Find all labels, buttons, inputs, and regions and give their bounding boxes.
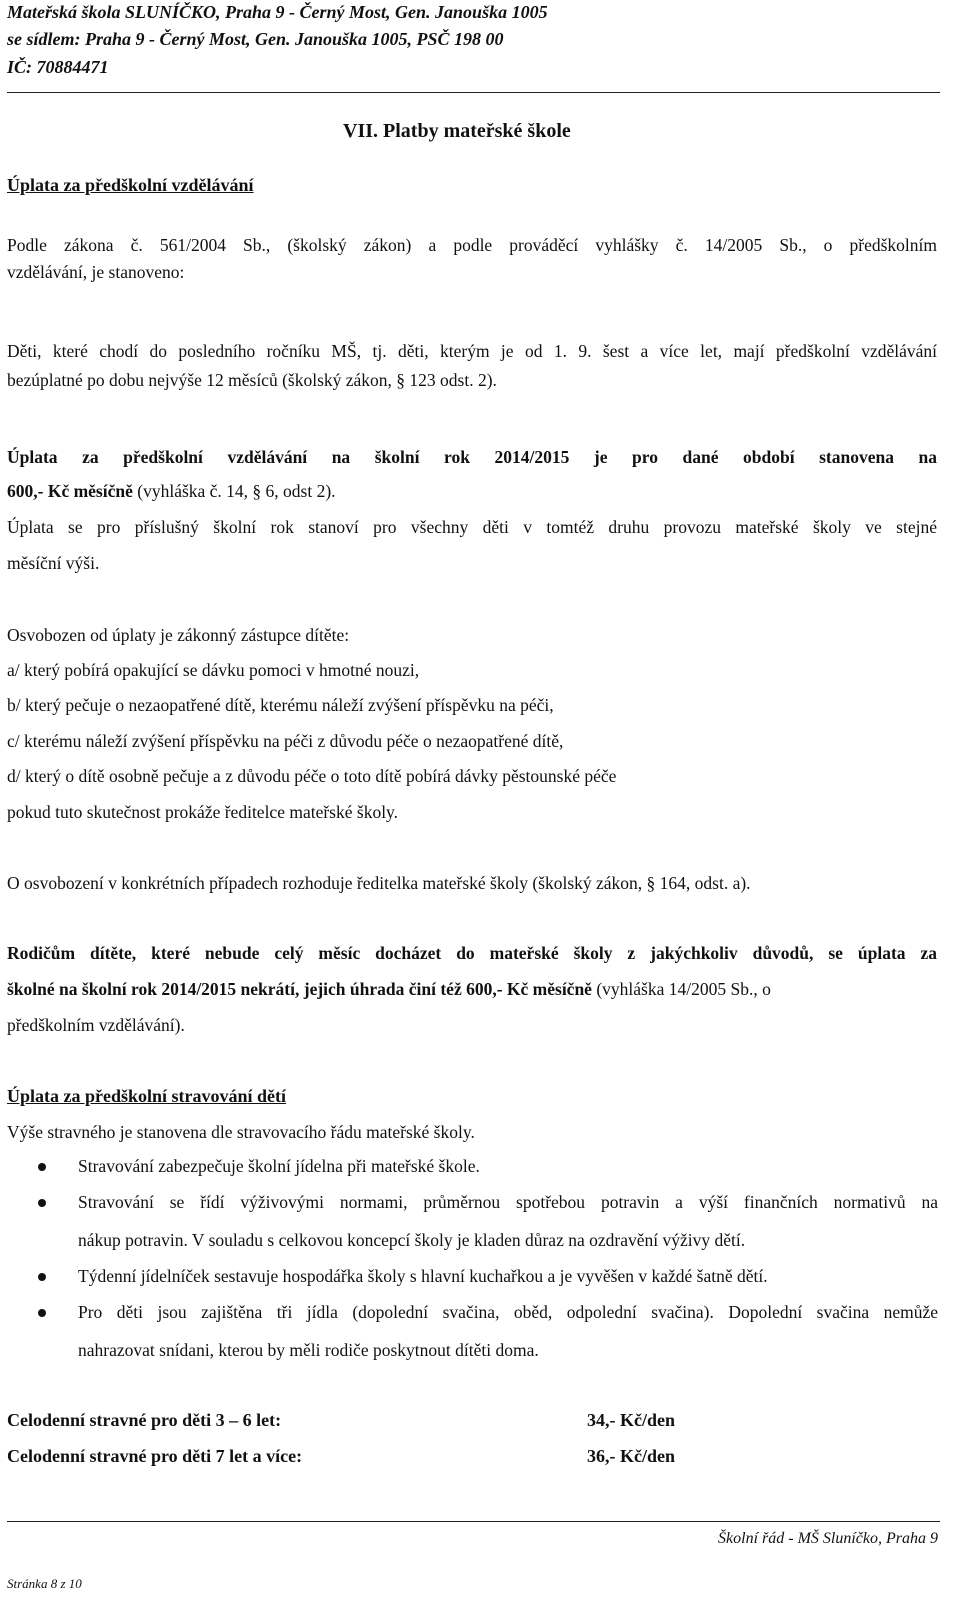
meals-bullet-2-line2: nákup potravin. V souladu s celkovou koncepcí školy je kladen důraz na ozdravění výživy dětí. — [78, 1230, 746, 1250]
exempt-item-c: c/ kterému náleží zvýšení příspěvku na péči z důvodu péče o nezaopatřené dítě, — [7, 731, 564, 751]
tuition-p1-line2: vzdělávání, je stanoveno: — [7, 262, 185, 282]
meals-intro: Výše stravného je stanovena dle stravovacího řádu mateřské školy. — [7, 1122, 475, 1142]
tuition-p2-line1: Děti, které chodí do posledního ročníku MŠ, tj. děti, kterým je od 1. 9. šest a více let, mají předškolní vzdělávání — [7, 341, 937, 361]
absence-reference: (vyhláška 14/2005 Sb., o — [591, 979, 771, 999]
meals-bullet-1: Stravování zabezpečuje školní jídelna při mateřské škole. — [78, 1156, 480, 1176]
exempt-end: pokud tuto skutečnost prokáže ředitelce mateřské školy. — [7, 802, 399, 822]
tuition-p3-line2 — [7, 481, 336, 502]
header-rule — [7, 92, 940, 93]
exempt-intro: Osvobozen od úplaty je zákonný zástupce dítěte: — [7, 625, 350, 645]
meals-bullet-4-line2: nahrazovat snídani, kterou by měli rodiče poskytnout dítěti doma. — [78, 1340, 539, 1360]
fee-label-7plus: Celodenní stravné pro děti 7 let a více: — [7, 1446, 303, 1466]
section-title: VII. Platby mateřské škole — [343, 120, 571, 142]
tuition-p4-line2: měsíční výši. — [7, 553, 100, 573]
header-ico: IČ: 70884471 — [7, 57, 109, 77]
absence-line1: Rodičům dítěte, které nebude celý měsíc docházet do mateřské školy z jakýchkoliv důvodů, se úplata za — [7, 943, 937, 963]
footer-rule — [7, 1521, 940, 1522]
absence-bold-text: školné na školní rok 2014/2015 nekrátí, jejich úhrada činí též 600,- Kč měsíčně — [7, 979, 592, 999]
fee-value-3-6: 34,- Kč/den — [587, 1410, 675, 1430]
tuition-p4-line1: Úplata se pro příslušný školní rok stanoví pro všechny děti v tomtéž druhu provozu mateřské školy ve stejné — [7, 517, 937, 537]
bullet-dot — [38, 1273, 46, 1281]
header-school-name: Mateřská škola SLUNÍČKO, Praha 9 - Černý Most, Gen. Janouška 1005 — [7, 2, 548, 22]
bullet-dot — [38, 1199, 46, 1207]
absence-line2 — [7, 979, 771, 1000]
footer-doc-title: Školní řád - MŠ Sluníčko, Praha 9 — [718, 1530, 938, 1547]
footer-page-number: Stránka 8 z 10 — [7, 1576, 82, 1591]
tuition-fee-amount: 600,- Kč měsíčně — [7, 481, 133, 501]
meals-bullet-4-line1: Pro děti jsou zajištěna tři jídla (dopolední svačina, oběd, odpolední svačina). Dopolední svačina nemůže — [78, 1302, 938, 1322]
meals-bullet-2-line1: Stravování se řídí výživovými normami, průměrnou spotřebou potravin a výší finančních normativů na — [78, 1192, 938, 1212]
bullet-dot — [38, 1163, 46, 1171]
exempt-item-d: d/ který o dítě osobně pečuje a z důvodu péče o toto dítě pobírá dávky pěstounské péče — [7, 766, 617, 786]
absence-line3: předškolním vzdělávání). — [7, 1015, 185, 1035]
fee-label-3-6: Celodenní stravné pro děti 3 – 6 let: — [7, 1410, 282, 1430]
tuition-p3-line1: Úplata za předškolní vzdělávání na školní rok 2014/2015 je pro dané období stanovena na — [7, 447, 937, 467]
exempt-decision: O osvobození v konkrétních případech rozhoduje ředitelka mateřské školy (školský zákon, § 164, odst. a). — [7, 873, 751, 893]
header-address: se sídlem: Praha 9 - Černý Most, Gen. Janouška 1005, PSČ 198 00 — [7, 29, 504, 49]
fee-value-7plus: 36,- Kč/den — [587, 1446, 675, 1466]
tuition-p1-line1: Podle zákona č. 561/2004 Sb., (školský zákon) a podle prováděcí vyhlášky č. 14/2005 Sb., o předškolním — [7, 235, 937, 255]
meals-heading: Úplata za předškolní stravování dětí — [7, 1086, 287, 1106]
bullet-dot — [38, 1309, 46, 1317]
meals-bullet-3: Týdenní jídelníček sestavuje hospodářka školy s hlavní kuchařkou a je vyvěšen v každé šatně dětí. — [78, 1266, 768, 1286]
tuition-fee-reference: (vyhláška č. 14, § 6, odst 2). — [132, 481, 336, 501]
tuition-heading: Úplata za předškolní vzdělávání — [7, 175, 254, 195]
exempt-item-b: b/ který pečuje o nezaopatřené dítě, kterému náleží zvýšení příspěvku na péči, — [7, 695, 554, 715]
exempt-item-a: a/ který pobírá opakující se dávku pomoci v hmotné nouzi, — [7, 660, 420, 680]
tuition-p2-line2: bezúplatné po dobu nejvýše 12 měsíců (školský zákon, § 123 odst. 2). — [7, 370, 497, 390]
